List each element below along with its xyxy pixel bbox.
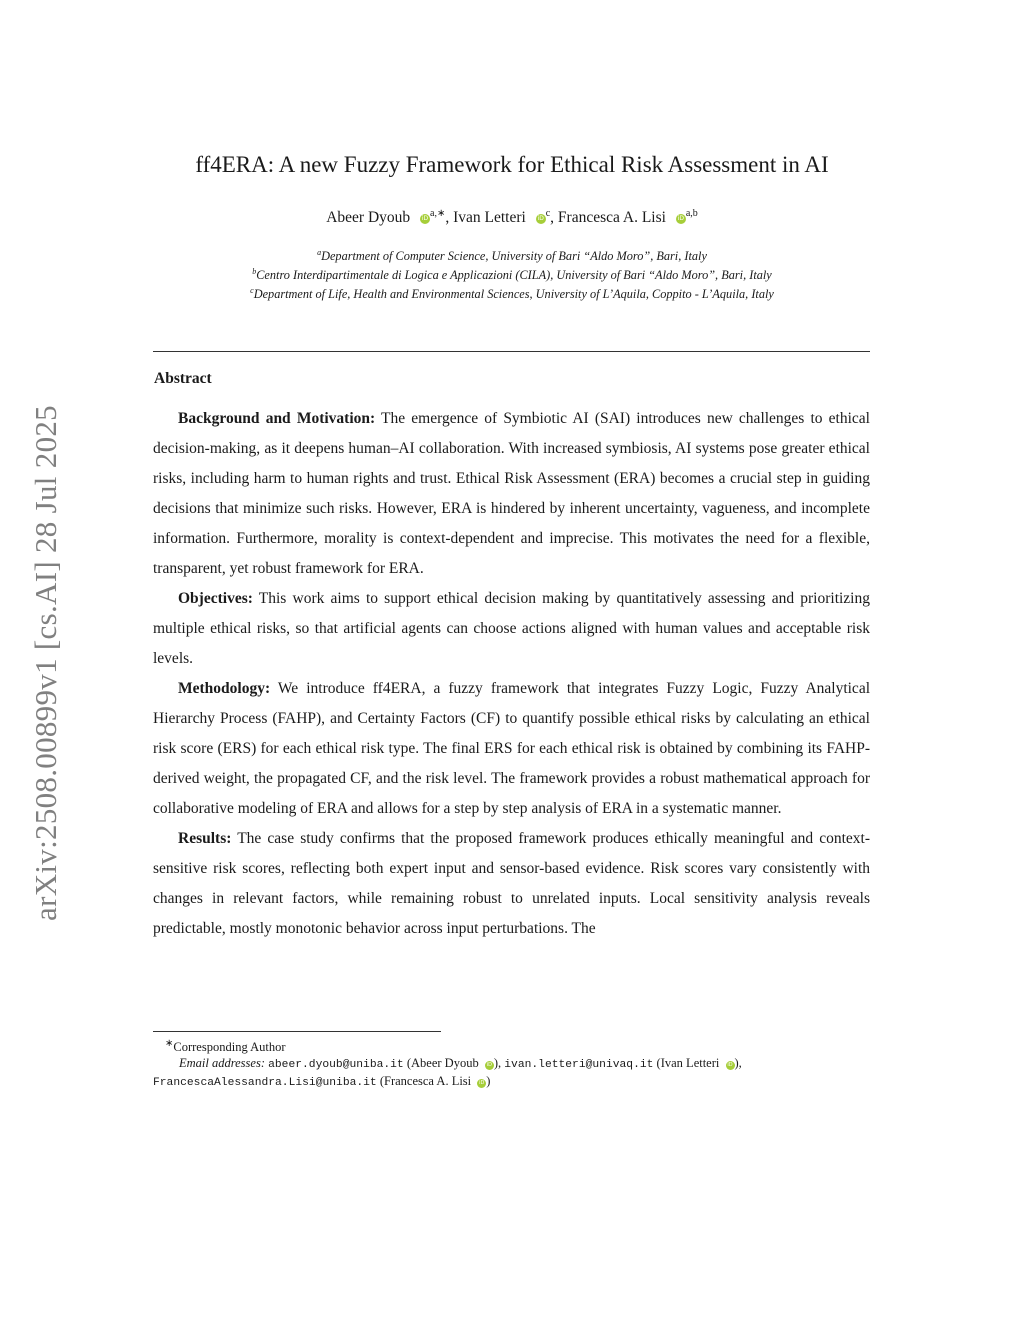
affiliation-line — [120, 264, 904, 283]
footnote-rule — [153, 1031, 441, 1032]
author-name: Ivan Letteri — [453, 209, 526, 227]
section-label: Methodology: — [178, 680, 271, 697]
section-text: The case study confirms that the proposed framework produces ethically meaningful and context-sensitive risk scores, reflecting both expert input and sensor-based evidence. Risk scores vary consistently with changes in relevant factors, while remaining robust to unrelated inputs. Local sensitivity analysis reveals predictable, mostly monotonic behavior across input perturbations. The — [153, 830, 870, 937]
affiliation-text: Department of Computer Science, University of Bari “Aldo Moro”, Bari, Italy — [321, 249, 707, 264]
arxiv-identifier: arXiv:2508.00899v1 [cs.AI] 28 Jul 2025 — [28, 404, 64, 921]
section-text: The emergence of Symbiotic AI (SAI) introduces new challenges to ethical decision-making, as it deepens human–AI collaboration. With increased symbiosis, AI systems pose greater ethical risks, including harm to human rights and trust. Ethical Risk Assessment (ERA) becomes a crucial step in guiding decisions that minimize such risks. However, ERA is hindered by inherent uncertainty, vagueness, and incomplete information. Furthermore, morality is context-dependent and imprecise. This motivates the need for a flexible, transparent, yet robust framework for ERA. — [153, 410, 870, 577]
orcid-icon[interactable]: iD — [486, 1062, 492, 1069]
abstract-paragraph-results — [153, 824, 870, 944]
affiliation-text: Department of Life, Health and Environmental Sciences, University of L’Aquila, Coppito - L’Aquila, Italy — [253, 287, 774, 302]
affiliation-line — [120, 283, 904, 302]
abstract-paragraph-background — [153, 404, 870, 584]
section-text: We introduce ff4ERA, a fuzzy framework that integrates Fuzzy Logic, Fuzzy Analytical Hierarchy Process (FAHP), and Certainty Factors (CF) to quantify possible ethical risks by calculating an ethical risk score (ERS) for each ethical risk type. The final ERS for each ethical risk is obtained by combining its FAHP-derived weight, the propagated CF, and the risk level. The framework provides a robust mathematical approach for collaborative modeling of ERA and allows for a step by step analysis of ERA in a systematic manner. — [153, 680, 870, 817]
abstract-top-rule — [153, 351, 870, 352]
abstract-paragraph-methodology — [153, 674, 870, 824]
email-label: Email addresses: — [179, 1056, 265, 1071]
email-link[interactable]: ivan.letteri@univaq.it — [504, 1059, 654, 1072]
affiliation-mark: c — [250, 286, 254, 296]
abstract-heading: Abstract — [154, 370, 212, 387]
footnote-corresponding — [153, 1036, 870, 1055]
affiliation-list — [120, 245, 904, 302]
email-owner: Abeer Dyoub — [411, 1056, 479, 1071]
email-owner: Ivan Letteri — [660, 1056, 720, 1071]
arxiv-side-stamp — [26, 380, 66, 945]
email-link[interactable]: FrancescaAlessandra.Lisi@uniba.it — [153, 1077, 377, 1090]
footnote-mark: ∗ — [165, 1038, 174, 1049]
orcid-icon[interactable]: iD — [421, 215, 429, 223]
email-link[interactable]: abeer.dyoub@uniba.it — [268, 1059, 404, 1072]
orcid-icon[interactable]: iD — [727, 1062, 733, 1069]
section-label: Objectives: — [178, 590, 253, 607]
paper-title: ff4ERA: A new Fuzzy Framework for Ethical Risk Assessment in AI — [195, 152, 829, 177]
email-owner: Francesca A. Lisi — [384, 1074, 472, 1089]
author-affiliation-marks: a,b — [685, 208, 698, 219]
abstract-paragraph-objectives — [153, 584, 870, 674]
section-label: Background and Motivation: — [178, 410, 376, 427]
author-affiliation-marks: a,∗ — [430, 208, 446, 219]
footnotes — [153, 1036, 870, 1091]
abstract-body — [153, 404, 870, 944]
affiliation-line — [120, 245, 904, 264]
orcid-icon[interactable]: iD — [479, 1080, 485, 1087]
author-name: Francesca A. Lisi — [557, 209, 666, 227]
author-list: Abeer Dyoub iD $^{a,∗}$, Ivan Letteri iD $^c$, Francesca A. Lisi iD $^{a,b}$ — [326, 208, 698, 227]
footnote-emails-continued: FrancescaAlessandra.Lisi@uniba.it (Francesca A. Lisi iD ) — [153, 1074, 491, 1090]
footnote-text: Corresponding Author — [173, 1040, 286, 1055]
affiliation-text: Centro Interdipartimentale di Logica e Applicazioni (CILA), University of Bari “Aldo Moro”, Bari, Italy — [256, 268, 772, 283]
orcid-icon[interactable]: iD — [537, 215, 544, 223]
author-affiliation-marks: c — [545, 208, 551, 219]
affiliation-mark: a — [317, 248, 322, 257]
affiliation-mark: b — [252, 267, 257, 277]
section-label: Results: — [178, 830, 232, 847]
footnote-emails: Email addresses: abeer.dyoub@uniba.it (Abeer Dyoub iD ), ivan.letteri@univaq.it (Ivan Letteri iD ), — [179, 1056, 742, 1072]
section-text: This work aims to support ethical decision making by quantitatively assessing and prioritizing multiple ethical risks, so that artificial agents can choose actions aligned with human values and acceptable risk levels. — [153, 590, 870, 667]
orcid-icon[interactable]: iD — [677, 215, 684, 223]
author-name: Abeer Dyoub — [326, 209, 411, 227]
